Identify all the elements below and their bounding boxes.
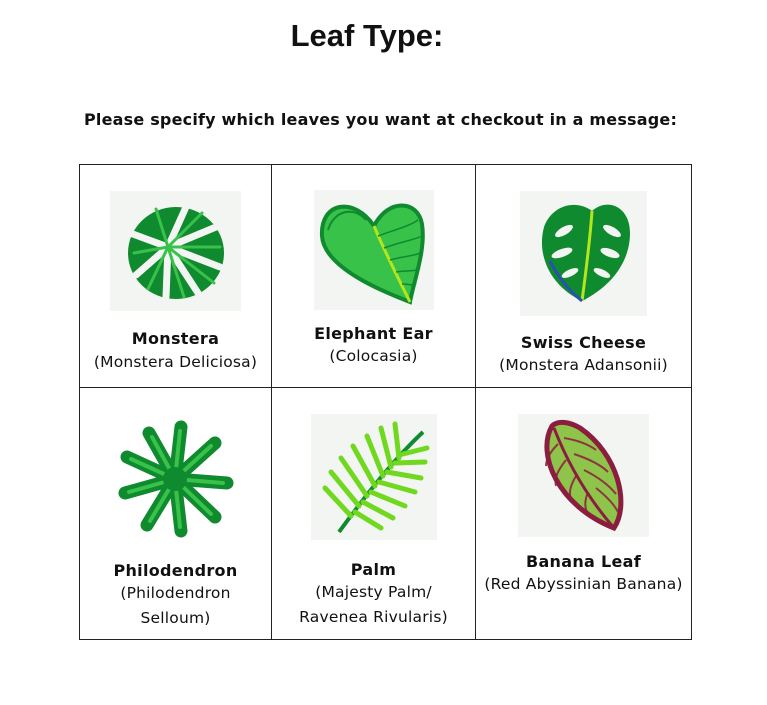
leaf-name: Elephant Ear <box>314 324 433 343</box>
leaf-scientific-name: (Philodendron <box>120 584 231 602</box>
leaf-name: Banana Leaf <box>525 552 642 571</box>
monstera-leaf-icon <box>110 191 241 311</box>
leaf-scientific-name: Ravenea Rivularis) <box>299 608 448 626</box>
leaf-scientific-name: (Majesty Palm/ <box>315 583 432 601</box>
leaf-scientific-name: (Red Abyssinian Banana) <box>484 575 683 593</box>
leaf-name: Philodendron <box>113 561 238 580</box>
palm-leaf-icon <box>311 414 437 540</box>
leaf-name: Monstera <box>131 329 220 348</box>
leaf-type-table <box>79 164 692 640</box>
leaf-cell-philodendron <box>80 388 272 640</box>
leaf-scientific-name: Selloum) <box>140 609 211 627</box>
leaf-scientific-name: (Monstera Deliciosa) <box>93 353 258 371</box>
leaf-scientific-name: (Monstera Adansonii) <box>499 356 668 374</box>
instructions-text: Please specify which leaves you want at checkout in a message: <box>84 110 678 129</box>
page-title: Leaf Type: <box>290 18 444 53</box>
leaf-cell-banana-leaf <box>476 388 692 640</box>
leaf-scientific-name: (Colocasia) <box>329 347 418 365</box>
leaf-name: Swiss Cheese <box>520 333 647 352</box>
leaf-cell-palm <box>272 388 476 640</box>
leaf-cell-swiss-cheese <box>476 165 692 388</box>
swiss-cheese-leaf-icon <box>520 191 647 316</box>
elephant-ear-leaf-icon <box>314 190 434 310</box>
philodendron-leaf-icon <box>115 415 236 541</box>
leaf-cell-elephant-ear <box>272 165 476 388</box>
leaf-name: Palm <box>350 560 397 579</box>
leaf-cell-monstera <box>80 165 272 388</box>
banana-leaf-icon <box>518 414 649 537</box>
